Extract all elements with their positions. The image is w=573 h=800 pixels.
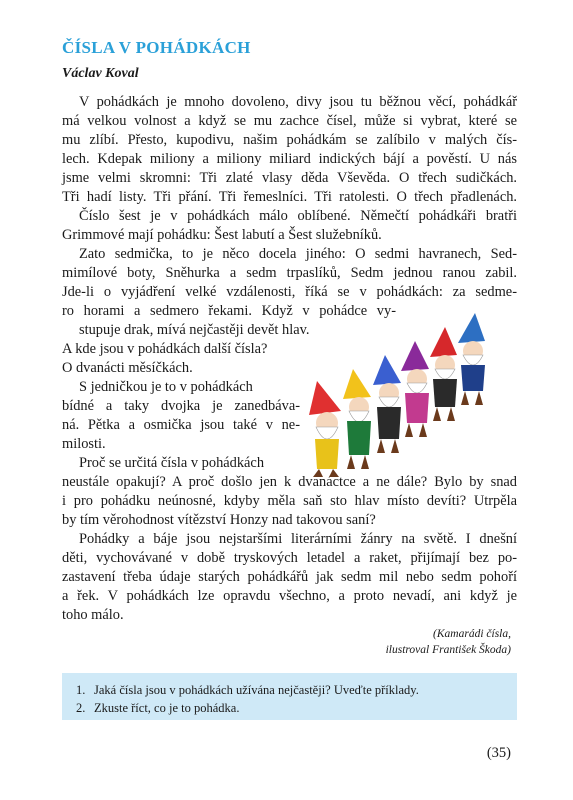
text-line: ro horami a sedmero řekami. Když v pohádce vy-	[62, 303, 396, 319]
gnome-figure	[373, 355, 401, 453]
text-line: by tím věrohodnost vítězství Honzy nad takovou saní?	[62, 512, 376, 528]
text-line: bídné a taky dvojka je zanedbáva-	[62, 398, 300, 414]
text-line: O dvanácti měsíčkách.	[62, 360, 193, 376]
gnomes-illustration	[303, 303, 508, 478]
text-line: Grimmové mají pohádku: Šest labutí a Šest služebníků.	[62, 227, 382, 243]
text-line: stupuje drak, mívá nejčastěji devět hlav.	[79, 322, 310, 338]
text-line: Číslo šest je v pohádkách málo oblíbené. Němečtí pohádkáři bratři	[79, 208, 517, 224]
text-line: Pohádky a báje jsou nejstaršími literárními žánry na světě. I dnešní	[79, 531, 517, 547]
question-text: Jaká čísla jsou v pohádkách užívána nejčastěji? Uveďte příklady.	[94, 683, 419, 697]
illustration-caption	[386, 626, 511, 658]
question-number: 1.	[76, 683, 86, 697]
gnome-figure	[401, 341, 429, 437]
text-line: i pro pohádku neúnosné, kdyby měla saň sto hlav místo devíti? Utrpěla	[62, 493, 517, 509]
page-title: ČÍSLA V POHÁDKÁCH	[62, 38, 251, 57]
text-line: Jde-li o vyjádření velké vzdálenosti, říká se v pohádkách: za sedme-	[62, 284, 517, 300]
text-line: Proč se určitá čísla v pohádkách	[79, 455, 265, 471]
text-line: S jedničkou je to v pohádkách	[79, 379, 253, 395]
gnome-figure	[309, 381, 341, 477]
gnome-figure	[343, 369, 371, 469]
text-line: má velkou volnost a když se mu zachce čísel, může si vybrat, které se	[62, 113, 517, 129]
text-line: neustále opakují? A proč došlo jen k dvanáctce a ne dále? Bylo by snad	[62, 474, 517, 490]
caption-line-2: ilustroval František Škoda)	[385, 644, 511, 656]
question-item	[76, 681, 419, 699]
page-number: (35)	[486, 745, 511, 761]
text-line: Zato sedmička, to je něco docela jiného: O sedmi havranech, Sed-	[79, 246, 517, 262]
text-line: mimílové boty, Sněhurka a sedm trpaslíků, Sedm jednou ranou zabil.	[62, 265, 517, 281]
caption-line-1: (Kamarádi čísla,	[433, 628, 511, 640]
text-line: mu zlíbí. Přesto, kupodivu, našim pohádkám se zalíbilo v malých čís-	[62, 132, 517, 148]
text-line: V pohádkách je mnoho dovoleno, divy jsou tu běžnou věcí, pohádkář	[79, 94, 517, 110]
author-name: Václav Koval	[62, 66, 139, 81]
text-line: jsme velmi skromni: Tři zlaté vlasy děda Vševěda. O třech sudičkách.	[62, 170, 517, 186]
text-line: A kde jsou v pohádkách další čísla?	[62, 341, 268, 357]
text-line: zastavení třeba údaje starých pohádkářů jak sedm mil nebo sedm pohoří	[62, 569, 517, 585]
gnome-figure	[430, 327, 457, 421]
text-line: toho málo.	[62, 607, 124, 623]
text-line: a řek. V pohádkách lze opravdu všechno, a proto nevadí, ani když je	[62, 588, 517, 604]
text-line: milosti.	[62, 436, 106, 452]
text-line: ná. Pětka a osmička jsou také v ne-	[62, 417, 300, 433]
question-text: Zkuste říct, co je to pohádka.	[94, 701, 240, 715]
text-line: děti, vychovávané v době tryskových letadel a raket, přijímají bez po-	[62, 550, 517, 566]
question-number: 2.	[76, 701, 86, 715]
question-item	[76, 699, 239, 717]
gnome-figure	[458, 313, 485, 405]
text-line: Tři hadí listy. Tři přání. Tři řemeslníci. Tři ratolesti. O třech přadlenách.	[62, 189, 517, 205]
text-line: lech. Kdepak miliony a miliony miliard indických bájí a pověstí. U nás	[62, 151, 517, 167]
